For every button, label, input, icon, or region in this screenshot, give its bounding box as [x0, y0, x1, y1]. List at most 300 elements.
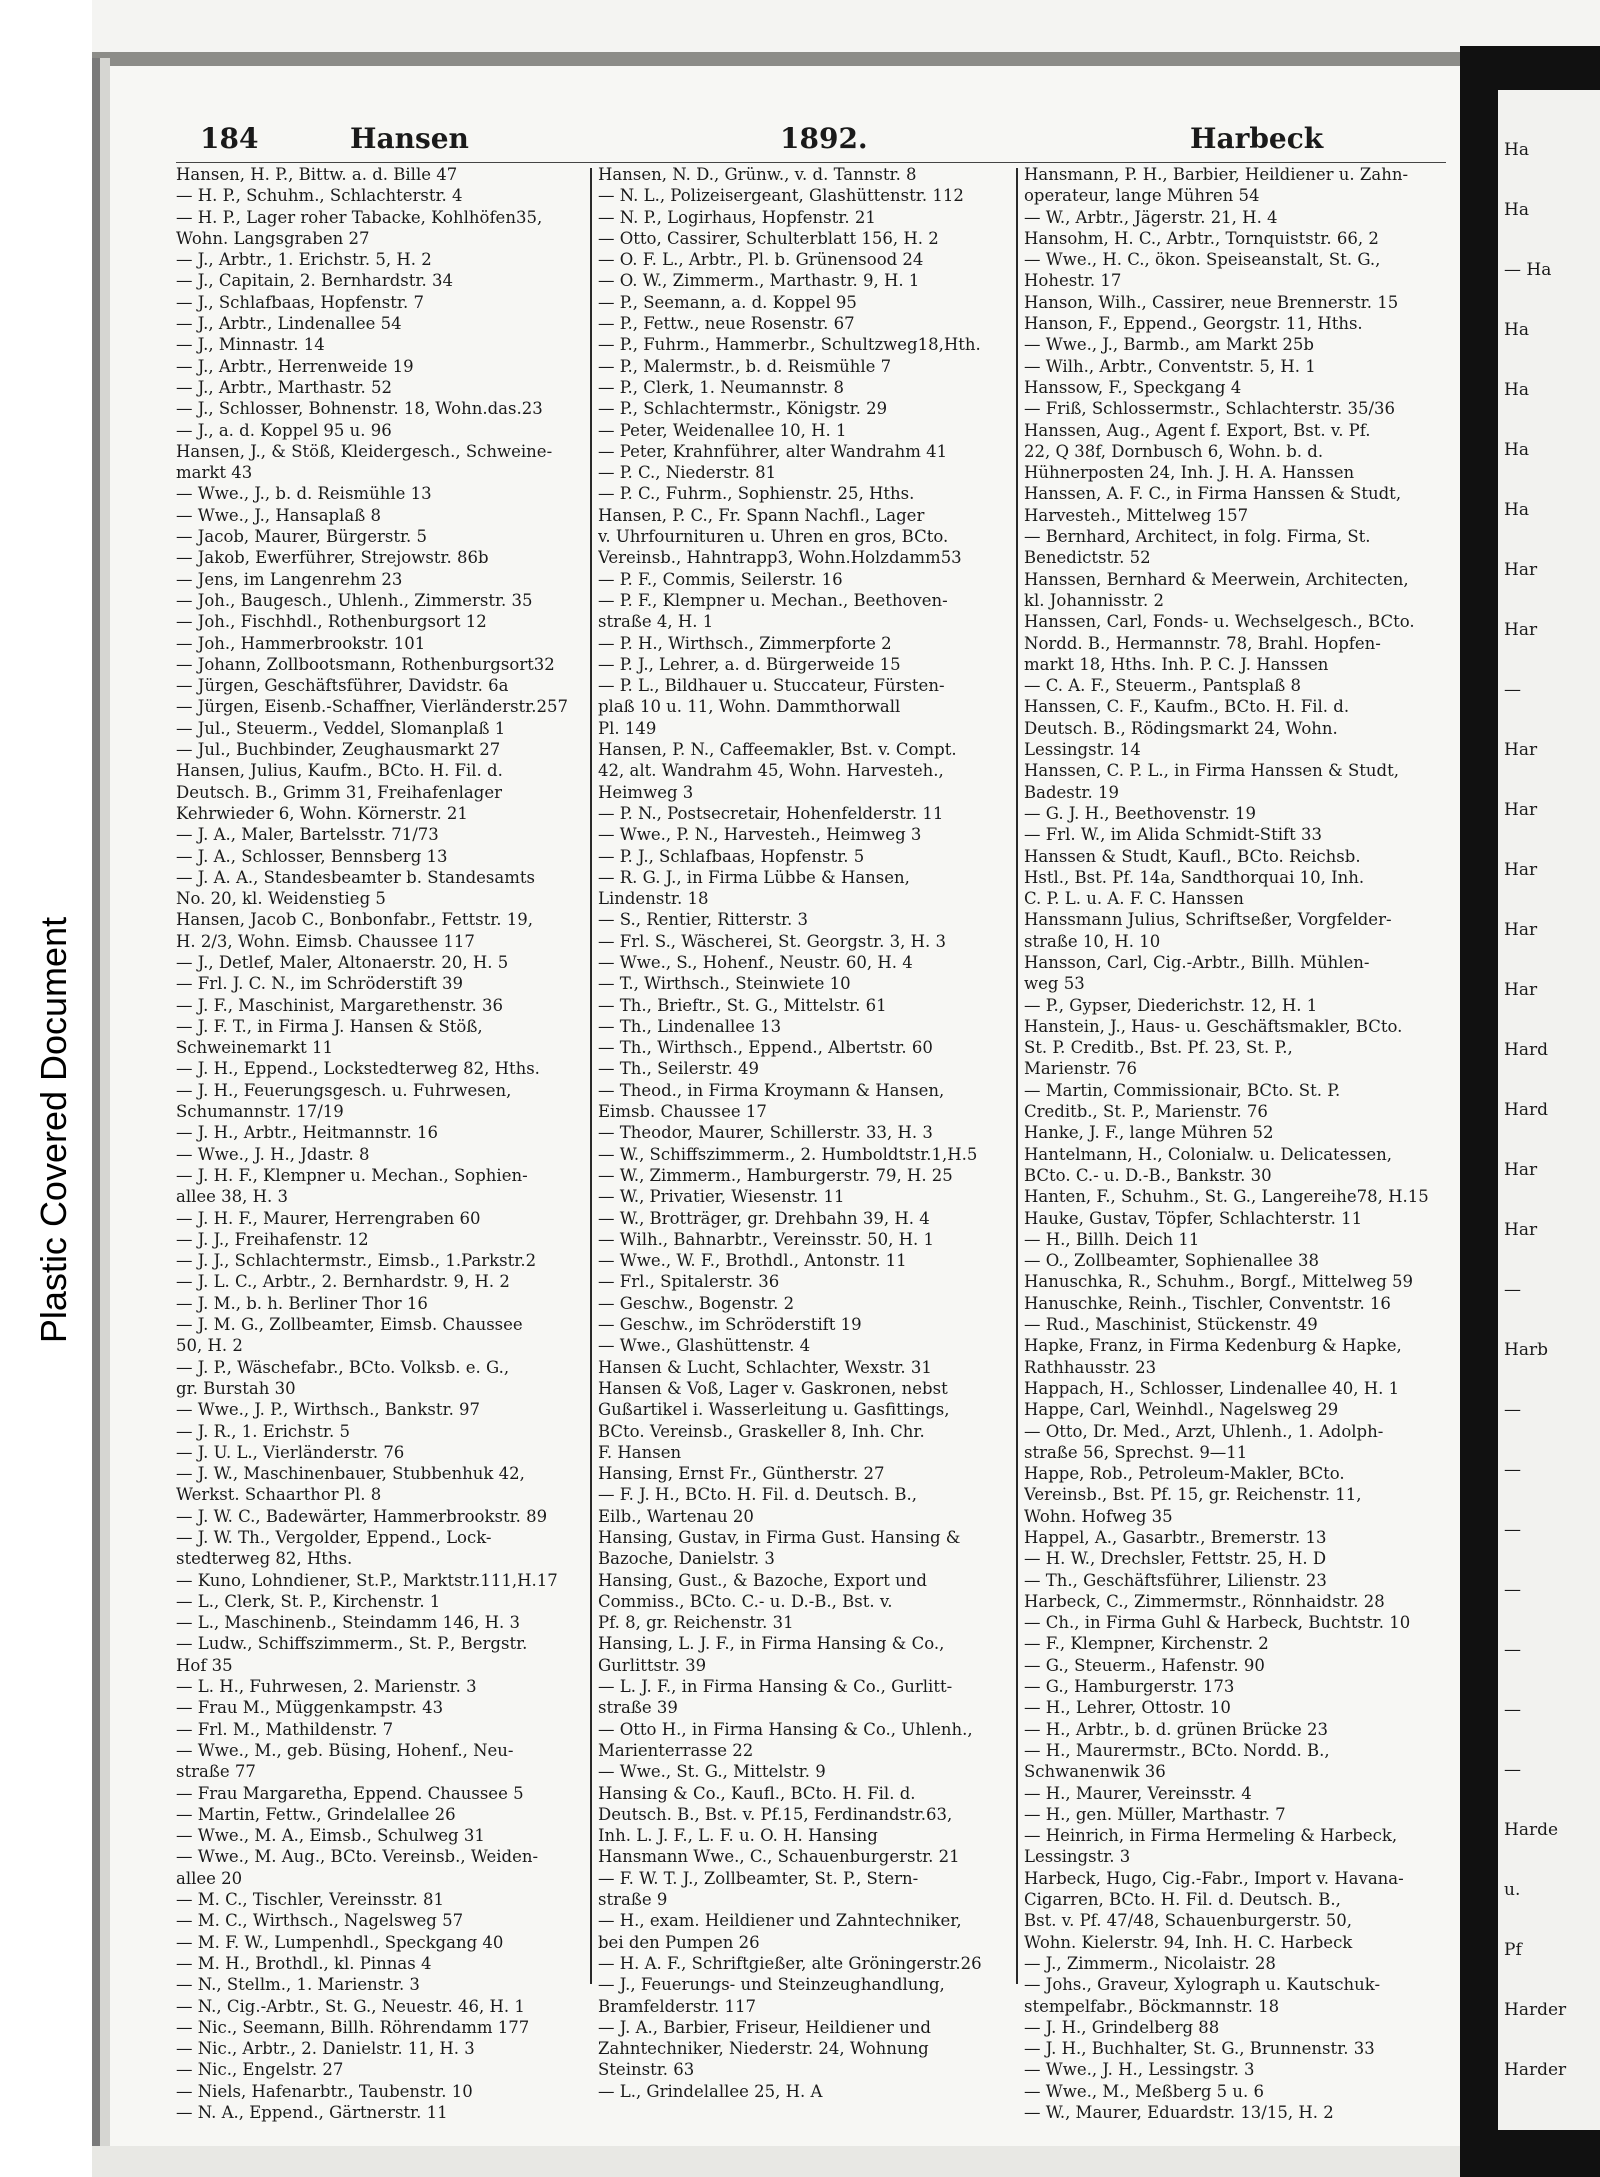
directory-entry-line: — L. H., Fuhrwesen, 2. Marienstr. 3: [176, 1677, 477, 1697]
directory-entry-line: — O. W., Zimmerm., Marthastr. 9, H. 1: [598, 271, 920, 291]
directory-column-3: [1024, 164, 1442, 2123]
directory-entry-line: — J. A., Barbier, Friseur, Heildiener und: [598, 2017, 931, 2037]
next-page-fragment: Harder: [1504, 2060, 1567, 2080]
next-page-fragment: Ha: [1504, 440, 1529, 460]
directory-entry-line: — J. H. F., Klempner u. Mechan., Sophien-: [176, 1165, 528, 1185]
directory-entry-line: — H., Lehrer, Ottostr. 10: [1024, 1698, 1231, 1718]
directory-entry-line: Hansmann, P. H., Barbier, Heildiener u. Zahn-: [1024, 165, 1409, 184]
next-page-fragment: Hard: [1504, 1100, 1548, 1120]
next-page-fragment: —: [1504, 1580, 1521, 1600]
directory-entry-line: Hanson, Wilh., Cassirer, neue Brennerstr. 15: [1024, 292, 1399, 312]
directory-entry-line: — J. U. L., Vierländerstr. 76: [176, 1442, 405, 1462]
next-page-fragment: —: [1504, 1640, 1521, 1660]
directory-entry-line: — W., Maurer, Eduardstr. 13/15, H. 2: [1024, 2103, 1334, 2123]
directory-entry-line: — J. H., Grindelberg 88: [1024, 2017, 1220, 2037]
directory-entry-line: — S., Rentier, Ritterstr. 3: [598, 910, 809, 930]
directory-entry-line: Hanssow, F., Speckgang 4: [1024, 377, 1242, 397]
directory-entry-line: gr. Burstah 30: [176, 1378, 296, 1398]
directory-entry-line: — J. A., Maler, Bartelsstr. 71/73: [176, 825, 439, 845]
directory-entry-line: 22, Q 38f, Dornbusch 6, Wohn. b. d.: [1024, 441, 1324, 461]
directory-entry-line: markt 43: [176, 463, 253, 483]
directory-entry-line: Happe, Rob., Petroleum-Makler, BCto.: [1024, 1464, 1345, 1484]
directory-entry-line: — Wwe., M. Aug., BCto. Vereinsb., Weiden-: [176, 1847, 539, 1867]
page-edge-light: [100, 58, 110, 2148]
directory-entry-line: straße 56, Sprechst. 9—11: [1024, 1442, 1248, 1462]
directory-entry-line: — P. J., Schlafbaas, Hopfenstr. 5: [598, 846, 865, 866]
directory-entry-line: Hanssen, C. F., Kaufm., BCto. H. Fil. d.: [1024, 697, 1350, 717]
directory-entry-line: — Wwe., W. F., Brothdl., Antonstr. 11: [598, 1251, 907, 1271]
directory-entry-line: Hanssen, A. F. C., in Firma Hanssen & Studt,: [1024, 484, 1402, 504]
page-header: [200, 122, 1450, 162]
directory-entry-line: — M. H., Brothdl., kl. Pinnas 4: [176, 1953, 432, 1973]
directory-entry-line: — J. A. A., Standesbeamter b. Standesamts: [176, 867, 535, 887]
directory-entry-line: — L., Grindelallee 25, H. A: [598, 2081, 823, 2101]
directory-entry-line: Harbeck, C., Zimmermstr., Rönnhaidstr. 28: [1024, 1591, 1385, 1611]
directory-entry-line: — Wwe., J. H., Lessingstr. 3: [1024, 2060, 1255, 2080]
directory-entry-line: — P. F., Klempner u. Mechan., Beethoven-: [598, 590, 948, 610]
directory-column-2: [598, 164, 1010, 2102]
directory-entry-line: — N. L., Polizeisergeant, Glashüttenstr. 112: [598, 186, 964, 206]
directory-entry-line: — R. G. J., in Firma Lübbe & Hansen,: [598, 867, 910, 887]
directory-entry-line: Hof 35: [176, 1655, 233, 1675]
directory-entry-line: — Wilh., Arbtr., Conventstr. 5, H. 1: [1024, 356, 1316, 376]
directory-entry-line: — Wwe., J. P., Wirthsch., Bankstr. 97: [176, 1400, 481, 1420]
directory-entry-line: — Wwe., H. C., ökon. Speiseanstalt, St. G.,: [1024, 250, 1381, 270]
next-page-fragment: Har: [1504, 980, 1538, 1000]
directory-entry-line: Cigarren, BCto. H. Fil. d. Deutsch. B.,: [1024, 1890, 1341, 1910]
directory-entry-line: — J., Arbtr., 1. Erichstr. 5, H. 2: [176, 250, 432, 270]
directory-entry-line: kl. Johannisstr. 2: [1024, 590, 1164, 610]
directory-entry-line: — Johann, Zollbootsmann, Rothenburgsort32: [176, 654, 555, 674]
directory-entry-line: Hansing & Co., Kaufl., BCto. H. Fil. d.: [598, 1783, 916, 1803]
directory-entry-line: — Jul., Buchbinder, Zeughausmarkt 27: [176, 740, 501, 760]
directory-entry-line: Deutsch. B., Bst. v. Pf.15, Ferdinandstr.63,: [598, 1804, 953, 1824]
next-page-strip: [1498, 90, 1600, 2130]
directory-entry-line: Pf. 8, gr. Reichenstr. 31: [598, 1613, 794, 1633]
page-top-shadow: [92, 52, 1462, 66]
header-rule: [176, 162, 1446, 163]
directory-entry-line: Zahntechniker, Niederstr. 24, Wohnung: [598, 2039, 929, 2059]
directory-entry-line: No. 20, kl. Weidenstieg 5: [176, 889, 386, 909]
directory-entry-line: Harbeck, Hugo, Cig.-Fabr., Import v. Havana-: [1024, 1868, 1404, 1888]
directory-entry-line: — W., Brotträger, gr. Drehbahn 39, H. 4: [598, 1208, 930, 1228]
directory-entry-line: Hansen, Jacob C., Bonbonfabr., Fettstr. 19,: [176, 910, 534, 930]
directory-entry-line: Hansen & Lucht, Schlachter, Wexstr. 31: [598, 1357, 932, 1377]
directory-entry-line: — Jürgen, Geschäftsführer, Davidstr. 6a: [176, 676, 509, 696]
directory-entry-line: — J. F., Maschinist, Margarethenstr. 36: [176, 995, 503, 1015]
directory-entry-line: — H. A. F., Schriftgießer, alte Gröningerstr.26: [598, 1953, 982, 1973]
directory-entry-line: — Wwe., M., Meßberg 5 u. 6: [1024, 2081, 1265, 2101]
directory-entry-line: markt 18, Hths. Inh. P. C. J. Hanssen: [1024, 654, 1329, 674]
directory-entry-line: plaß 10 u. 11, Wohn. Dammthorwall: [598, 697, 901, 717]
directory-entry-line: Hansen, Julius, Kaufm., BCto. H. Fil. d.: [176, 761, 503, 781]
directory-entry-line: — H., Billh. Deich 11: [1024, 1229, 1200, 1249]
directory-entry-line: — J. J., Freihafenstr. 12: [176, 1229, 369, 1249]
side-label: Plastic Covered Document: [33, 916, 74, 1344]
next-page-fragment: Har: [1504, 860, 1538, 880]
next-page-fragment: —: [1504, 1760, 1521, 1780]
directory-entry-line: — P., Clerk, 1. Neumannstr. 8: [598, 377, 844, 397]
directory-entry-line: — L., Clerk, St. P., Kirchenstr. 1: [176, 1591, 441, 1611]
directory-entry-line: — J. H. F., Maurer, Herrengraben 60: [176, 1208, 481, 1228]
next-page-fragment: —: [1504, 1280, 1521, 1300]
directory-entry-line: — Frl. W., im Alida Schmidt-Stift 33: [1024, 825, 1322, 845]
directory-entry-line: — P., Gypser, Diederichstr. 12, H. 1: [1024, 995, 1318, 1015]
directory-entry-line: Schwanenwik 36: [1024, 1762, 1166, 1782]
directory-entry-line: — P. F., Commis, Seilerstr. 16: [598, 569, 843, 589]
directory-entry-line: — Frl. M., Mathildenstr. 7: [176, 1719, 394, 1739]
directory-entry-line: Hanson, F., Eppend., Georgstr. 11, Hths.: [1024, 314, 1363, 334]
directory-entry-line: — J. H., Feuerungsgesch. u. Fuhrwesen,: [176, 1080, 512, 1100]
directory-entry-line: Hapke, Franz, in Firma Kedenburg & Hapke,: [1024, 1336, 1402, 1356]
next-page-fragment: Pf: [1504, 1940, 1522, 1960]
directory-entry-line: Benedictstr. 52: [1024, 548, 1151, 568]
directory-entry-line: — Geschw., Bogenstr. 2: [598, 1293, 795, 1313]
directory-entry-line: Hanke, J. F., lange Mühren 52: [1024, 1123, 1274, 1143]
directory-entry-line: v. Uhrfournituren u. Uhren en gros, BCto.: [598, 527, 949, 547]
directory-entry-line: — Heinrich, in Firma Hermeling & Harbeck,: [1024, 1826, 1398, 1846]
directory-entry-line: Hauke, Gustav, Töpfer, Schlachterstr. 11: [1024, 1208, 1363, 1228]
directory-entry-line: — J. H., Buchhalter, St. G., Brunnenstr. 33: [1024, 2039, 1375, 2059]
next-page-fragment: Ha: [1504, 500, 1529, 520]
directory-entry-line: allee 20: [176, 1868, 243, 1888]
directory-entry-line: Happel, A., Gasarbtr., Bremerstr. 13: [1024, 1528, 1327, 1547]
directory-entry-line: — H. P., Lager roher Tabacke, Kohlhöfen35,: [176, 207, 543, 227]
directory-entry-line: — Johs., Graveur, Xylograph u. Kautschuk-: [1024, 1975, 1381, 1995]
directory-entry-line: — Jens, im Langenrehm 23: [176, 569, 403, 589]
directory-entry-line: Hansing, L. J. F., in Firma Hansing & Co.,: [598, 1634, 945, 1654]
directory-entry-line: — J. H., Eppend., Lockstedterweg 82, Hths.: [176, 1059, 540, 1079]
directory-entry-line: Hanssen & Studt, Kaufl., BCto. Reichsb.: [1024, 846, 1361, 866]
directory-entry-line: Wohn. Langsgraben 27: [176, 228, 370, 248]
directory-entry-line: Hanssen, Bernhard & Meerwein, Architecten,: [1024, 569, 1409, 589]
directory-entry-line: — L., Maschinenb., Steindamm 146, H. 3: [176, 1613, 520, 1633]
directory-entry-line: — P., Fettw., neue Rosenstr. 67: [598, 314, 855, 334]
directory-entry-line: Marienstr. 76: [1024, 1059, 1137, 1079]
directory-entry-line: — Wwe., S., Hohenf., Neustr. 60, H. 4: [598, 952, 913, 972]
directory-entry-line: — F. J. H., BCto. H. Fil. d. Deutsch. B.,: [598, 1485, 917, 1505]
directory-entry-line: Eimsb. Chaussee 17: [598, 1102, 767, 1122]
directory-entry-line: — Frl., Spitalerstr. 36: [598, 1272, 780, 1292]
directory-entry-line: — O. F. L., Arbtr., Pl. b. Grünensood 24: [598, 250, 924, 270]
column-divider-2: [1016, 168, 1018, 1984]
directory-entry-line: — Ludw., Schiffszimmerm., St. P., Bergstr.: [176, 1634, 528, 1654]
directory-entry-line: — J., Schlosser, Bohnenstr. 18, Wohn.das.23: [176, 399, 543, 419]
directory-entry-line: — J., Zimmerm., Nicolaistr. 28: [1024, 1953, 1276, 1973]
next-page-fragment: Hard: [1504, 1040, 1548, 1060]
directory-entry-line: — J. J., Schlachtermstr., Eimsb., 1.Parkstr.2: [176, 1251, 537, 1271]
directory-entry-line: — Theod., in Firma Kroymann & Hansen,: [598, 1080, 945, 1100]
directory-entry-line: Hansen, J., & Stöß, Kleidergesch., Schweine-: [176, 441, 553, 461]
directory-entry-line: — Theodor, Maurer, Schillerstr. 33, H. 3: [598, 1123, 933, 1143]
next-page-fragment: Harde: [1504, 1820, 1559, 1840]
page-edge-dark: [92, 58, 100, 2148]
directory-entry-line: Hstl., Bst. Pf. 14a, Sandthorquai 10, Inh.: [1024, 867, 1365, 887]
next-page-fragment: —: [1504, 1460, 1521, 1480]
directory-entry-line: — P. C., Fuhrm., Sophienstr. 25, Hths.: [598, 484, 915, 504]
directory-entry-line: Happe, Carl, Weinhdl., Nagelsweg 29: [1024, 1400, 1339, 1420]
directory-entry-line: operateur, lange Mühren 54: [1024, 186, 1260, 206]
directory-entry-line: — P. N., Postsecretair, Hohenfelderstr. 11: [598, 803, 944, 823]
directory-entry-line: Bazoche, Danielstr. 3: [598, 1549, 775, 1569]
directory-entry-line: Hanssen, C. P. L., in Firma Hanssen & Studt,: [1024, 761, 1399, 781]
directory-entry-line: Deutsch. B., Grimm 31, Freihafenlager: [176, 782, 502, 802]
directory-entry-line: Vereinsb., Bst. Pf. 15, gr. Reichenstr. 11,: [1024, 1485, 1362, 1505]
directory-entry-line: 42, alt. Wandrahm 45, Wohn. Harvesteh.,: [598, 761, 944, 781]
directory-entry-line: 50, H. 2: [176, 1336, 243, 1356]
page-number: 184: [200, 122, 259, 155]
scan-margin: [0, 0, 92, 2177]
directory-entry-line: — Frl. J. C. N., im Schröderstift 39: [176, 974, 464, 994]
directory-entry-line: — N., Stellm., 1. Marienstr. 3: [176, 1975, 420, 1995]
directory-entry-line: — Niels, Hafenarbtr., Taubenstr. 10: [176, 2081, 473, 2101]
directory-entry-line: Schweinemarkt 11: [176, 1038, 333, 1058]
directory-entry-line: — N., Cig.-Arbtr., St. G., Neuestr. 46, H. 1: [176, 1996, 525, 2016]
directory-entry-line: — Peter, Weidenallee 10, H. 1: [598, 420, 847, 440]
directory-entry-line: — Wwe., M. A., Eimsb., Schulweg 31: [176, 1826, 485, 1846]
directory-entry-line: Hantelmann, H., Colonialw. u. Delicatessen,: [1024, 1144, 1393, 1164]
directory-entry-line: — T., Wirthsch., Steinwiete 10: [598, 974, 851, 994]
directory-entry-line: — P., Seemann, a. d. Koppel 95: [598, 292, 857, 312]
directory-entry-line: — P., Fuhrm., Hammerbr., Schultzweg18,Hth.: [598, 335, 981, 355]
directory-entry-line: — W., Schiffszimmerm., 2. Humboldtstr.1,H.5: [598, 1144, 978, 1164]
directory-entry-line: Hohestr. 17: [1024, 271, 1122, 291]
directory-entry-line: — Otto, Cassirer, Schulterblatt 156, H. 2: [598, 228, 939, 248]
directory-entry-line: — M. F. W., Lumpenhdl., Speckgang 40: [176, 1932, 504, 1952]
directory-entry-line: — H., Arbtr., b. d. grünen Brücke 23: [1024, 1719, 1329, 1739]
directory-entry-line: Hansson, Carl, Cig.-Arbtr., Billh. Mühlen-: [1024, 952, 1370, 972]
directory-entry-line: — Th., Seilerstr. 49: [598, 1059, 760, 1079]
directory-entry-line: Lindenstr. 18: [598, 889, 709, 909]
directory-entry-line: — Nic., Seemann, Billh. Röhrendamm 177: [176, 2017, 530, 2037]
directory-column-1: [176, 164, 582, 2123]
directory-entry-line: — M. C., Tischler, Vereinsstr. 81: [176, 1890, 444, 1910]
directory-entry-line: Lessingstr. 3: [1024, 1847, 1131, 1867]
directory-entry-line: Nordd. B., Hermannstr. 78, Brahl. Hopfen-: [1024, 633, 1381, 653]
directory-entry-line: — P., Malermstr., b. d. Reismühle 7: [598, 356, 892, 376]
directory-entry-line: — N. P., Logirhaus, Hopfenstr. 21: [598, 207, 876, 227]
directory-entry-line: Hanssen, Carl, Fonds- u. Wechselgesch., BCto.: [1024, 612, 1415, 632]
directory-entry-line: — J., Minnastr. 14: [176, 335, 325, 355]
directory-entry-line: — J. W. C., Badewärter, Hammerbrookstr. 89: [176, 1506, 548, 1526]
next-page-fragment: Ha: [1504, 320, 1529, 340]
directory-entry-line: Happach, H., Schlosser, Lindenallee 40, H. 1: [1024, 1378, 1400, 1398]
directory-entry-line: Lessingstr. 14: [1024, 740, 1141, 760]
directory-entry-line: — Kuno, Lohndiener, St.P., Marktstr.111,H.17: [176, 1570, 558, 1590]
directory-entry-line: weg 53: [1024, 974, 1085, 994]
directory-entry-line: — G., Steuerm., Hafenstr. 90: [1024, 1655, 1265, 1675]
directory-entry-line: — Joh., Fischhdl., Rothenburgsort 12: [176, 612, 487, 632]
directory-entry-line: Hansing, Ernst Fr., Güntherstr. 27: [598, 1464, 885, 1484]
directory-entry-line: Creditb., St. P., Marienstr. 76: [1024, 1102, 1268, 1122]
directory-entry-line: — Otto, Dr. Med., Arzt, Uhlenh., 1. Adolph-: [1024, 1421, 1384, 1441]
directory-entry-line: — Wilh., Bahnarbtr., Vereinsstr. 50, H. 1: [598, 1229, 934, 1249]
page-bottom-margin: [92, 2146, 1462, 2177]
directory-entry-line: — H., gen. Müller, Marthastr. 7: [1024, 1804, 1286, 1824]
directory-entry-line: Steinstr. 63: [598, 2060, 695, 2080]
directory-entry-line: — H., Maurermstr., BCto. Nordd. B.,: [1024, 1740, 1330, 1760]
directory-entry-line: — Ch., in Firma Guhl & Harbeck, Buchtstr. 10: [1024, 1613, 1411, 1633]
directory-entry-line: — W., Arbtr., Jägerstr. 21, H. 4: [1024, 207, 1278, 227]
directory-entry-line: — P. C., Niederstr. 81: [598, 463, 777, 483]
next-page-fragment: Har: [1504, 920, 1538, 940]
next-page-fragment: Har: [1504, 1220, 1538, 1240]
directory-entry-line: — F. W. T. J., Zollbeamter, St. P., Stern-: [598, 1868, 919, 1888]
directory-entry-line: — H., Maurer, Vereinsstr. 4: [1024, 1783, 1252, 1803]
directory-entry-line: straße 9: [598, 1890, 668, 1910]
directory-entry-line: Hanssen, Aug., Agent f. Export, Bst. v. Pf.: [1024, 420, 1371, 440]
next-page-fragment: Harder: [1504, 2000, 1567, 2020]
directory-entry-line: Heimweg 3: [598, 782, 694, 802]
directory-entry-line: — Friß, Schlossermstr., Schlachterstr. 35/36: [1024, 399, 1396, 419]
directory-entry-line: — Th., Wirthsch., Eppend., Albertstr. 60: [598, 1038, 933, 1058]
next-page-fragment: Har: [1504, 740, 1538, 760]
directory-entry-line: Hansen, P. C., Fr. Spann Nachfl., Lager: [598, 505, 925, 525]
directory-entry-line: — J., Schlafbaas, Hopfenstr. 7: [176, 292, 424, 312]
directory-entry-line: Gurlittstr. 39: [598, 1655, 707, 1675]
next-page-fragment: u.: [1504, 1880, 1521, 1900]
next-page-fragment: Har: [1504, 800, 1538, 820]
directory-entry-line: — J. H., Arbtr., Heitmannstr. 16: [176, 1123, 438, 1143]
directory-entry-line: — Nic., Engelstr. 27: [176, 2060, 344, 2080]
next-page-fragment: Ha: [1504, 380, 1529, 400]
directory-entry-line: Kehrwieder 6, Wohn. Körnerstr. 21: [176, 803, 468, 823]
directory-entry-line: — P. L., Bildhauer u. Stuccateur, Fürsten-: [598, 676, 945, 696]
directory-entry-line: — H. W., Drechsler, Fettstr. 25, H. D: [1024, 1549, 1327, 1569]
directory-entry-line: — P. H., Wirthsch., Zimmerpforte 2: [598, 633, 892, 653]
next-page-fragment: —: [1504, 1700, 1521, 1720]
directory-entry-line: — H. P., Schuhm., Schlachterstr. 4: [176, 186, 463, 206]
directory-entry-line: — J., a. d. Koppel 95 u. 96: [176, 420, 392, 440]
directory-entry-line: — Otto H., in Firma Hansing & Co., Uhlenh.,: [598, 1719, 973, 1739]
directory-entry-line: Hansen, H. P., Bittw. a. d. Bille 47: [176, 165, 458, 184]
next-page-fragment: Ha: [1504, 140, 1529, 160]
directory-entry-line: Hansing, Gustav, in Firma Gust. Hansing &: [598, 1528, 961, 1547]
directory-entry-line: — N. A., Eppend., Gärtnerstr. 11: [176, 2103, 448, 2123]
directory-entry-line: Hanstein, J., Haus- u. Geschäftsmakler, BCto.: [1024, 1016, 1403, 1036]
directory-entry-line: — W., Privatier, Wiesenstr. 11: [598, 1187, 845, 1207]
directory-entry-line: — O., Zollbeamter, Sophienallee 38: [1024, 1251, 1320, 1271]
directory-entry-line: Hansen & Voß, Lager v. Gaskronen, nebst: [598, 1378, 948, 1398]
directory-entry-line: Hanten, F., Schuhm., St. G., Langereihe78, H.15: [1024, 1187, 1429, 1207]
directory-entry-line: — Frl. S., Wäscherei, St. Georgstr. 3, H. 3: [598, 931, 946, 951]
directory-entry-line: straße 39: [598, 1698, 678, 1718]
next-page-fragment: Ha: [1504, 200, 1529, 220]
directory-entry-line: — Geschw., im Schröderstift 19: [598, 1315, 862, 1335]
directory-entry-line: — Th., Brieftr., St. G., Mittelstr. 61: [598, 995, 887, 1015]
directory-entry-line: — Jul., Steuerm., Veddel, Slomanplaß 1: [176, 718, 506, 738]
directory-entry-line: — P. J., Lehrer, a. d. Bürgerweide 15: [598, 654, 901, 674]
directory-entry-line: — Jacob, Maurer, Bürgerstr. 5: [176, 527, 428, 547]
directory-entry-line: — Martin, Commissionair, BCto. St. P.: [1024, 1080, 1341, 1100]
directory-entry-line: Wohn. Kielerstr. 94, Inh. H. C. Harbeck: [1024, 1932, 1353, 1952]
directory-entry-line: allee 38, H. 3: [176, 1187, 289, 1207]
directory-entry-line: Rathhausstr. 23: [1024, 1357, 1157, 1377]
directory-entry-line: — L. J. F., in Firma Hansing & Co., Gurlitt-: [598, 1677, 953, 1697]
directory-entry-line: — Nic., Arbtr., 2. Danielstr. 11, H. 3: [176, 2039, 475, 2059]
running-head-right: Harbeck: [1190, 122, 1324, 155]
directory-entry-line: Vereinsb., Hahntrapp3, Wohn.Holzdamm53: [598, 548, 962, 568]
directory-entry-line: — G., Hamburgerstr. 173: [1024, 1677, 1235, 1697]
directory-entry-line: — J., Arbtr., Marthastr. 52: [176, 377, 392, 397]
directory-entry-line: Inh. L. J. F., L. F. u. O. H. Hansing: [598, 1826, 878, 1846]
directory-entry-line: straße 10, H. 10: [1024, 931, 1161, 951]
directory-entry-line: — Frau M., Müggenkampstr. 43: [176, 1698, 444, 1718]
directory-entry-line: — J. F. T., in Firma J. Hansen & Stöß,: [176, 1016, 483, 1036]
directory-entry-line: — Th., Geschäftsführer, Lilienstr. 23: [1024, 1570, 1327, 1590]
directory-entry-line: — Wwe., St. G., Mittelstr. 9: [598, 1762, 826, 1782]
directory-entry-line: — Rud., Maschinist, Stückenstr. 49: [1024, 1315, 1318, 1335]
directory-entry-line: F. Hansen: [598, 1442, 682, 1462]
running-head-year: 1892.: [780, 122, 868, 155]
directory-entry-line: stedterweg 82, Hths.: [176, 1549, 353, 1569]
directory-entry-line: Hansohm, H. C., Arbtr., Tornquiststr. 66, 2: [1024, 228, 1379, 248]
next-page-fragment: — Ha: [1504, 260, 1552, 280]
directory-entry-line: — J., Feuerungs- und Steinzeughandlung,: [598, 1975, 945, 1995]
directory-entry-line: BCto. C.- u. D.-B., Bankstr. 30: [1024, 1165, 1272, 1185]
directory-entry-line: — J., Arbtr., Lindenallee 54: [176, 314, 402, 334]
directory-entry-line: — G. J. H., Beethovenstr. 19: [1024, 803, 1256, 823]
directory-entry-line: Bramfelderstr. 117: [598, 1996, 757, 2016]
directory-entry-line: — P., Schlachtermstr., Königstr. 29: [598, 399, 888, 419]
directory-entry-line: — J. R., 1. Erichstr. 5: [176, 1421, 350, 1441]
directory-entry-line: BCto. Vereinsb., Graskeller 8, Inh. Chr.: [598, 1421, 925, 1441]
directory-entry-line: — M. C., Wirthsch., Nagelsweg 57: [176, 1911, 464, 1931]
next-page-fragment: —: [1504, 1400, 1521, 1420]
next-page-fragment: Har: [1504, 620, 1538, 640]
directory-entry-line: — J. A., Schlosser, Bennsberg 13: [176, 846, 448, 866]
directory-entry-line: — Frau Margaretha, Eppend. Chaussee 5: [176, 1783, 524, 1803]
directory-entry-line: — F., Klempner, Kirchenstr. 2: [1024, 1634, 1269, 1654]
directory-entry-line: — J., Arbtr., Herrenweide 19: [176, 356, 414, 376]
directory-entry-line: — J. M. G., Zollbeamter, Eimsb. Chaussee: [176, 1315, 523, 1335]
directory-entry-line: H. 2/3, Wohn. Eimsb. Chaussee 117: [176, 931, 475, 951]
directory-entry-line: Commiss., BCto. C.- u. D.-B., Bst. v.: [598, 1591, 893, 1611]
directory-entry-line: — Martin, Fettw., Grindelallee 26: [176, 1804, 456, 1824]
directory-entry-line: — Wwe., Glashüttenstr. 4: [598, 1336, 811, 1356]
directory-entry-line: — Joh., Baugesch., Uhlenh., Zimmerstr. 35: [176, 590, 533, 610]
directory-entry-line: — Bernhard, Architect, in folg. Firma, St.: [1024, 527, 1371, 547]
next-page-fragment: Harb: [1504, 1340, 1548, 1360]
directory-entry-line: — J., Capitain, 2. Bernhardstr. 34: [176, 271, 453, 291]
directory-entry-line: — J. M., b. h. Berliner Thor 16: [176, 1293, 428, 1313]
next-page-fragment: Har: [1504, 560, 1538, 580]
directory-entry-line: — J. W. Th., Vergolder, Eppend., Lock-: [176, 1528, 492, 1547]
directory-entry-line: Hansen, P. N., Caffeemakler, Bst. v. Compt.: [598, 740, 957, 760]
directory-entry-line: Hansen, N. D., Grünw., v. d. Tannstr. 8: [598, 165, 917, 184]
directory-entry-line: bei den Pumpen 26: [598, 1932, 760, 1952]
directory-entry-line: Badestr. 19: [1024, 782, 1119, 802]
directory-entry-line: stempelfabr., Böckmannstr. 18: [1024, 1996, 1280, 2016]
directory-entry-line: Hansmann Wwe., C., Schauenburgerstr. 21: [598, 1847, 960, 1867]
directory-entry-line: — Th., Lindenallee 13: [598, 1016, 782, 1036]
directory-entry-line: — Wwe., J., b. d. Reismühle 13: [176, 484, 432, 504]
directory-entry-line: — W., Zimmerm., Hamburgerstr. 79, H. 25: [598, 1165, 953, 1185]
directory-entry-line: Hühnerposten 24, Inh. J. H. A. Hanssen: [1024, 463, 1355, 483]
directory-entry-line: — Jürgen, Eisenb.-Schaffner, Vierländerstr.257: [176, 697, 568, 717]
directory-entry-line: Werkst. Schaarthor Pl. 8: [176, 1485, 382, 1505]
directory-entry-line: — H., exam. Heildiener und Zahntechniker,: [598, 1911, 962, 1931]
directory-entry-line: straße 4, H. 1: [598, 612, 714, 632]
directory-entry-line: Gußartikel i. Wasserleitung u. Gasfittings,: [598, 1400, 950, 1420]
directory-entry-line: Hansing, Gust., & Bazoche, Export und: [598, 1570, 927, 1590]
directory-entry-line: — Wwe., J., Barmb., am Markt 25b: [1024, 335, 1314, 355]
directory-entry-line: Bst. v. Pf. 47/48, Schauenburgerstr. 50,: [1024, 1911, 1352, 1931]
next-page-fragment: —: [1504, 680, 1521, 700]
directory-entry-line: Hanuschke, Reinh., Tischler, Conventstr. 16: [1024, 1293, 1391, 1313]
directory-entry-line: Deutsch. B., Rödingsmarkt 24, Wohn.: [1024, 718, 1338, 738]
column-divider-1: [590, 168, 592, 1984]
